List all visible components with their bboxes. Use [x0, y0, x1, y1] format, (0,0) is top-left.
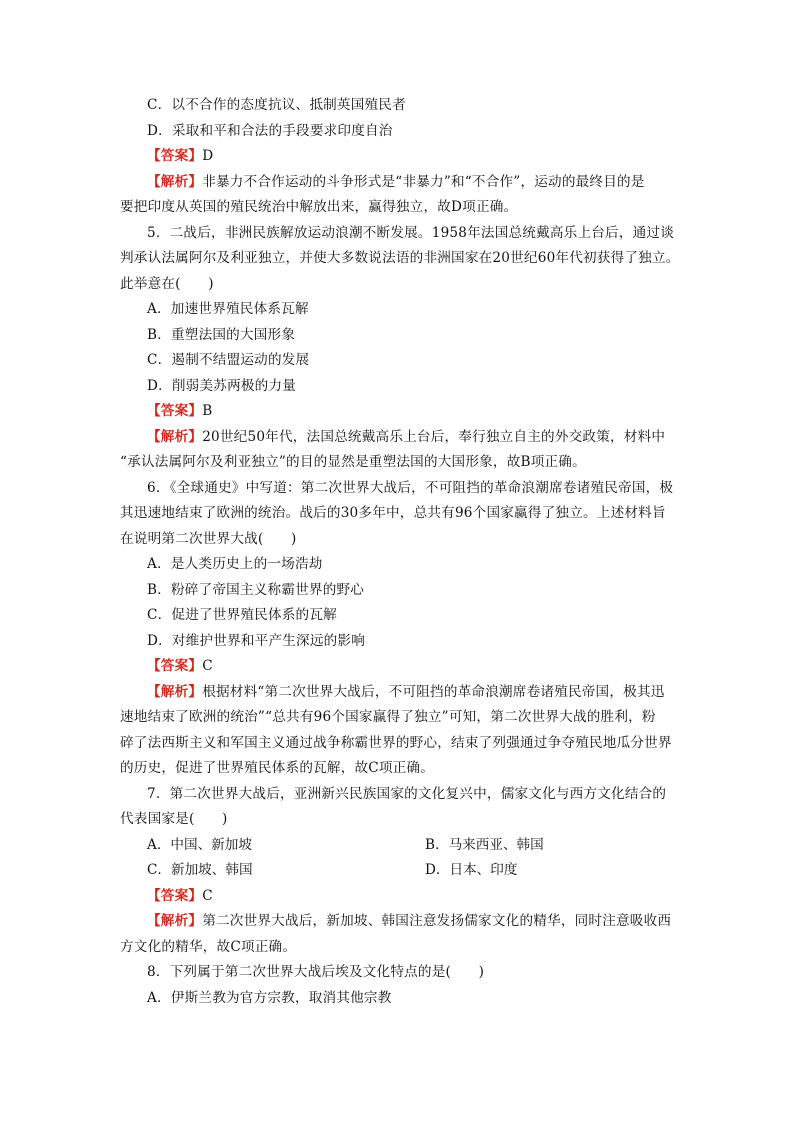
analysis-text: 非暴力不合作运动的斗争形式是“非暴力”和“不合作”，运动的最终目的是	[202, 174, 645, 190]
q5-option-d: D．削弱美苏两极的力量	[147, 378, 297, 394]
q4-analysis-line-2: 要把印度从英国的殖民统治中解放出来，赢得独立，故D项正确。	[120, 199, 518, 215]
q4-option-d: D．采取和平和合法的手段要求印度自治	[147, 123, 393, 139]
analysis-text: 第二次世界大战后，新加坡、韩国注意发扬儒家文化的精华，同时注意吸收西	[202, 913, 672, 929]
answer-value: C	[202, 658, 213, 674]
q5-answer	[147, 402, 707, 420]
q8-stem-line-1: 8．下列属于第二次世界大战后埃及文化特点的是( )	[147, 964, 485, 980]
answer-value: B	[202, 403, 213, 419]
analysis-text: 根据材料“第二次世界大战后，不可阻挡的革命浪潮席卷诸殖民帝国，极其迅	[202, 684, 665, 700]
analysis-text: 20世纪50年代，法国总统戴高乐上台后，奉行独立自主的外交政策，材料中	[202, 429, 666, 445]
q7-option-c: C．新加坡、韩国	[147, 862, 253, 878]
q6-analysis-line-3: 碎了法西斯主义和军国主义通过战争称霸世界的野心，结束了列强通过争夺殖民地瓜分世界	[120, 735, 672, 751]
answer-tag: 【答案】	[147, 148, 203, 164]
q4-answer	[147, 147, 707, 165]
q6-option-d: D．对维护世界和平产生深远的影响	[147, 633, 366, 649]
q6-answer	[147, 657, 707, 675]
q8-option-a: A．伊斯兰教为官方宗教，取消其他宗教	[147, 990, 392, 1006]
q6-analysis-line-2: 速地结束了欧洲的统治”“总共有96个国家赢得了独立”可知，第二次世界大战的胜利，粉	[120, 709, 656, 725]
q5-option-a: A．加速世界殖民体系瓦解	[147, 301, 309, 317]
q6-analysis-line-1	[147, 683, 707, 701]
q6-analysis-line-4: 的历史，促进了世界殖民体系的瓦解，故C项正确。	[120, 760, 435, 776]
q4-option-c: C．以不合作的态度抗议、抵制英国殖民者	[147, 97, 406, 113]
answer-tag: 【答案】	[147, 888, 203, 904]
q5-option-c: C．遏制不结盟运动的发展	[147, 352, 310, 368]
q5-option-b: B．重塑法国的大国形象	[147, 327, 296, 343]
q4-analysis-line-1	[147, 173, 707, 191]
answer-tag: 【答案】	[147, 658, 203, 674]
q5-stem-line-3: 此举意在( )	[120, 276, 214, 292]
answer-value: D	[202, 148, 214, 164]
q7-analysis-line-2: 方文化的精华，故C项正确。	[120, 939, 297, 955]
answer-tag: 【答案】	[147, 403, 203, 419]
q6-option-b: B．粉碎了帝国主义称霸世界的野心	[147, 582, 365, 598]
q6-stem-line-1: 6．《全球通史》中写道：第二次世界大战后，不可阻挡的革命浪潮席卷诸殖民帝国，极	[147, 480, 674, 496]
q5-stem-line-1: 5．二战后，非洲民族解放运动浪潮不断发展。1958年法国总统戴高乐上台后，通过谈	[147, 225, 675, 241]
q6-stem-line-2: 其迅速地结束了欧洲的统治。战后的30多年中，总共有96个国家赢得了独立。上述材料旨	[120, 505, 666, 521]
analysis-tag: 【解析】	[147, 913, 203, 929]
q6-option-c: C．促进了世界殖民体系的瓦解	[147, 607, 337, 623]
q7-stem-line-1: 7．第二次世界大战后，亚洲新兴民族国家的文化复兴中，儒家文化与西方文化结合的	[147, 786, 667, 802]
analysis-tag: 【解析】	[147, 429, 203, 445]
q5-analysis-line-1	[147, 428, 707, 446]
q6-option-a: A．是人类历史上的一场浩劫	[147, 556, 323, 572]
q7-analysis-line-1	[147, 912, 707, 930]
analysis-tag: 【解析】	[147, 684, 203, 700]
q5-stem-line-2: 判承认法属阿尔及利亚独立，并使大多数说法语的非洲国家在20世纪60年代初获得了独立。	[120, 250, 680, 266]
analysis-tag: 【解析】	[147, 174, 203, 190]
q7-option-b: B．马来西亚、韩国	[425, 837, 544, 853]
q7-stem-line-2: 代表国家是( )	[120, 811, 228, 827]
q6-stem-line-3: 在说明第二次世界大战( )	[120, 531, 297, 547]
q7-option-d: D．日本、印度	[425, 862, 518, 878]
q7-option-a: A．中国、新加坡	[147, 837, 252, 853]
q5-analysis-line-2: “承认法属阿尔及利亚独立”的目的显然是重塑法国的大国形象，故B项正确。	[120, 454, 586, 470]
answer-value: C	[202, 888, 213, 904]
q7-answer	[147, 887, 707, 905]
